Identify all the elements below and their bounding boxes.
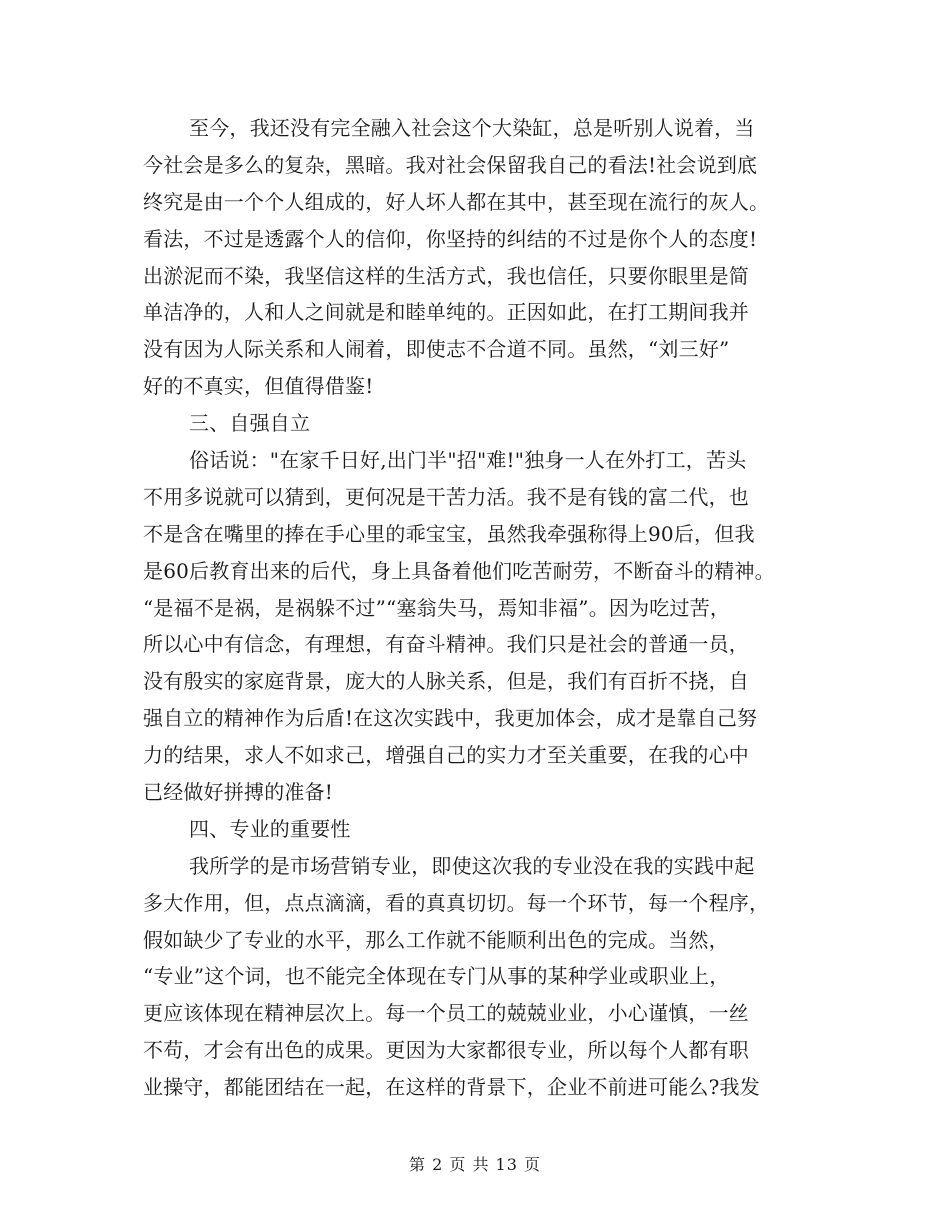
text-line: 不苟，才会有出色的成果。更因为大家都很专业，所以每个人都有职 — [143, 1038, 749, 1063]
text-line: “专业”这个词，也不能完全体现在专门从事的某种学业或职业上， — [143, 964, 730, 989]
text-line: 看法，不过是透露个人的信仰，你坚持的纠结的不过是你个人的态度! — [143, 226, 758, 251]
document-body — [143, 110, 813, 1106]
text-line: 没有殷实的家庭背景，庞大的人脉关系，但是，我们有百折不挠，自 — [143, 669, 749, 694]
text-line: 强自立的精神作为后盾!在这次实践中，我更加体会，成才是靠自己努 — [143, 706, 758, 731]
text-line: 终究是由一个个人组成的，好人坏人都在其中，甚至现在流行的灰人。 — [143, 189, 770, 214]
text-line: 力的结果，求人不如求己，增强自己的实力才至关重要，在我的心中 — [143, 743, 749, 768]
text-line: 好的不真实，但值得借鉴! — [143, 374, 374, 399]
text-line: 三、自强自立 — [189, 411, 311, 436]
text-line: 假如缺少了专业的水平，那么工作就不能顺利出色的完成。当然， — [143, 927, 729, 952]
text-line: 多大作用，但，点点滴滴，看的真真切切。每一个环节，每一个程序， — [143, 890, 770, 915]
text-line: 不用多说就可以猜到，更何况是干苦力活。我不是有钱的富二代，也 — [143, 484, 749, 509]
text-line: 出淤泥而不染，我坚信这样的生活方式，我也信任，只要你眼里是简 — [143, 263, 749, 288]
text-line: “是福不是祸，是祸躲不过”“塞翁失马，焉知非福”。因为吃过苦， — [143, 595, 731, 620]
text-line: 我所学的是市场营销专业，即使这次我的专业没在我的实践中起 — [189, 853, 755, 878]
text-line: 四、专业的重要性 — [189, 816, 351, 841]
text-line: 所以心中有信念，有理想，有奋斗精神。我们只是社会的普通一员， — [143, 632, 749, 657]
text-line: 是60后教育出来的后代，身上具备着他们吃苦耐劳，不断奋斗的精神。 — [143, 558, 775, 583]
text-line: 俗话说："在家千日好,出门半"招"难!"独身一人在外打工，苦头 — [189, 448, 747, 473]
text-line: 没有因为人际关系和人闹着，即使志不合道不同。虽然，“刘三好” — [143, 337, 730, 362]
text-line: 业操守，都能团结在一起，在这样的背景下，企业不前进可能么?我发 — [143, 1075, 760, 1100]
text-line: 已经做好拼搏的准备! — [143, 780, 334, 805]
text-line: 至今，我还没有完全融入社会这个大染缸，总是听别人说着，当 — [189, 116, 755, 140]
text-line: 不是含在嘴里的捧在手心里的乖宝宝，虽然我牵强称得上90后，但我 — [143, 521, 755, 546]
page-footer: 第 2 页 共 13 页 — [409, 1155, 541, 1174]
text-line: 今社会是多么的复杂，黑暗。我对社会保留我自己的看法!社会说到底 — [143, 152, 758, 177]
text-line: 单洁净的，人和人之间就是和睦单纯的。正因如此，在打工期间我并 — [143, 300, 749, 325]
text-line: 更应该体现在精神层次上。每一个员工的兢兢业业，小心谨慎，一丝 — [143, 1001, 749, 1026]
